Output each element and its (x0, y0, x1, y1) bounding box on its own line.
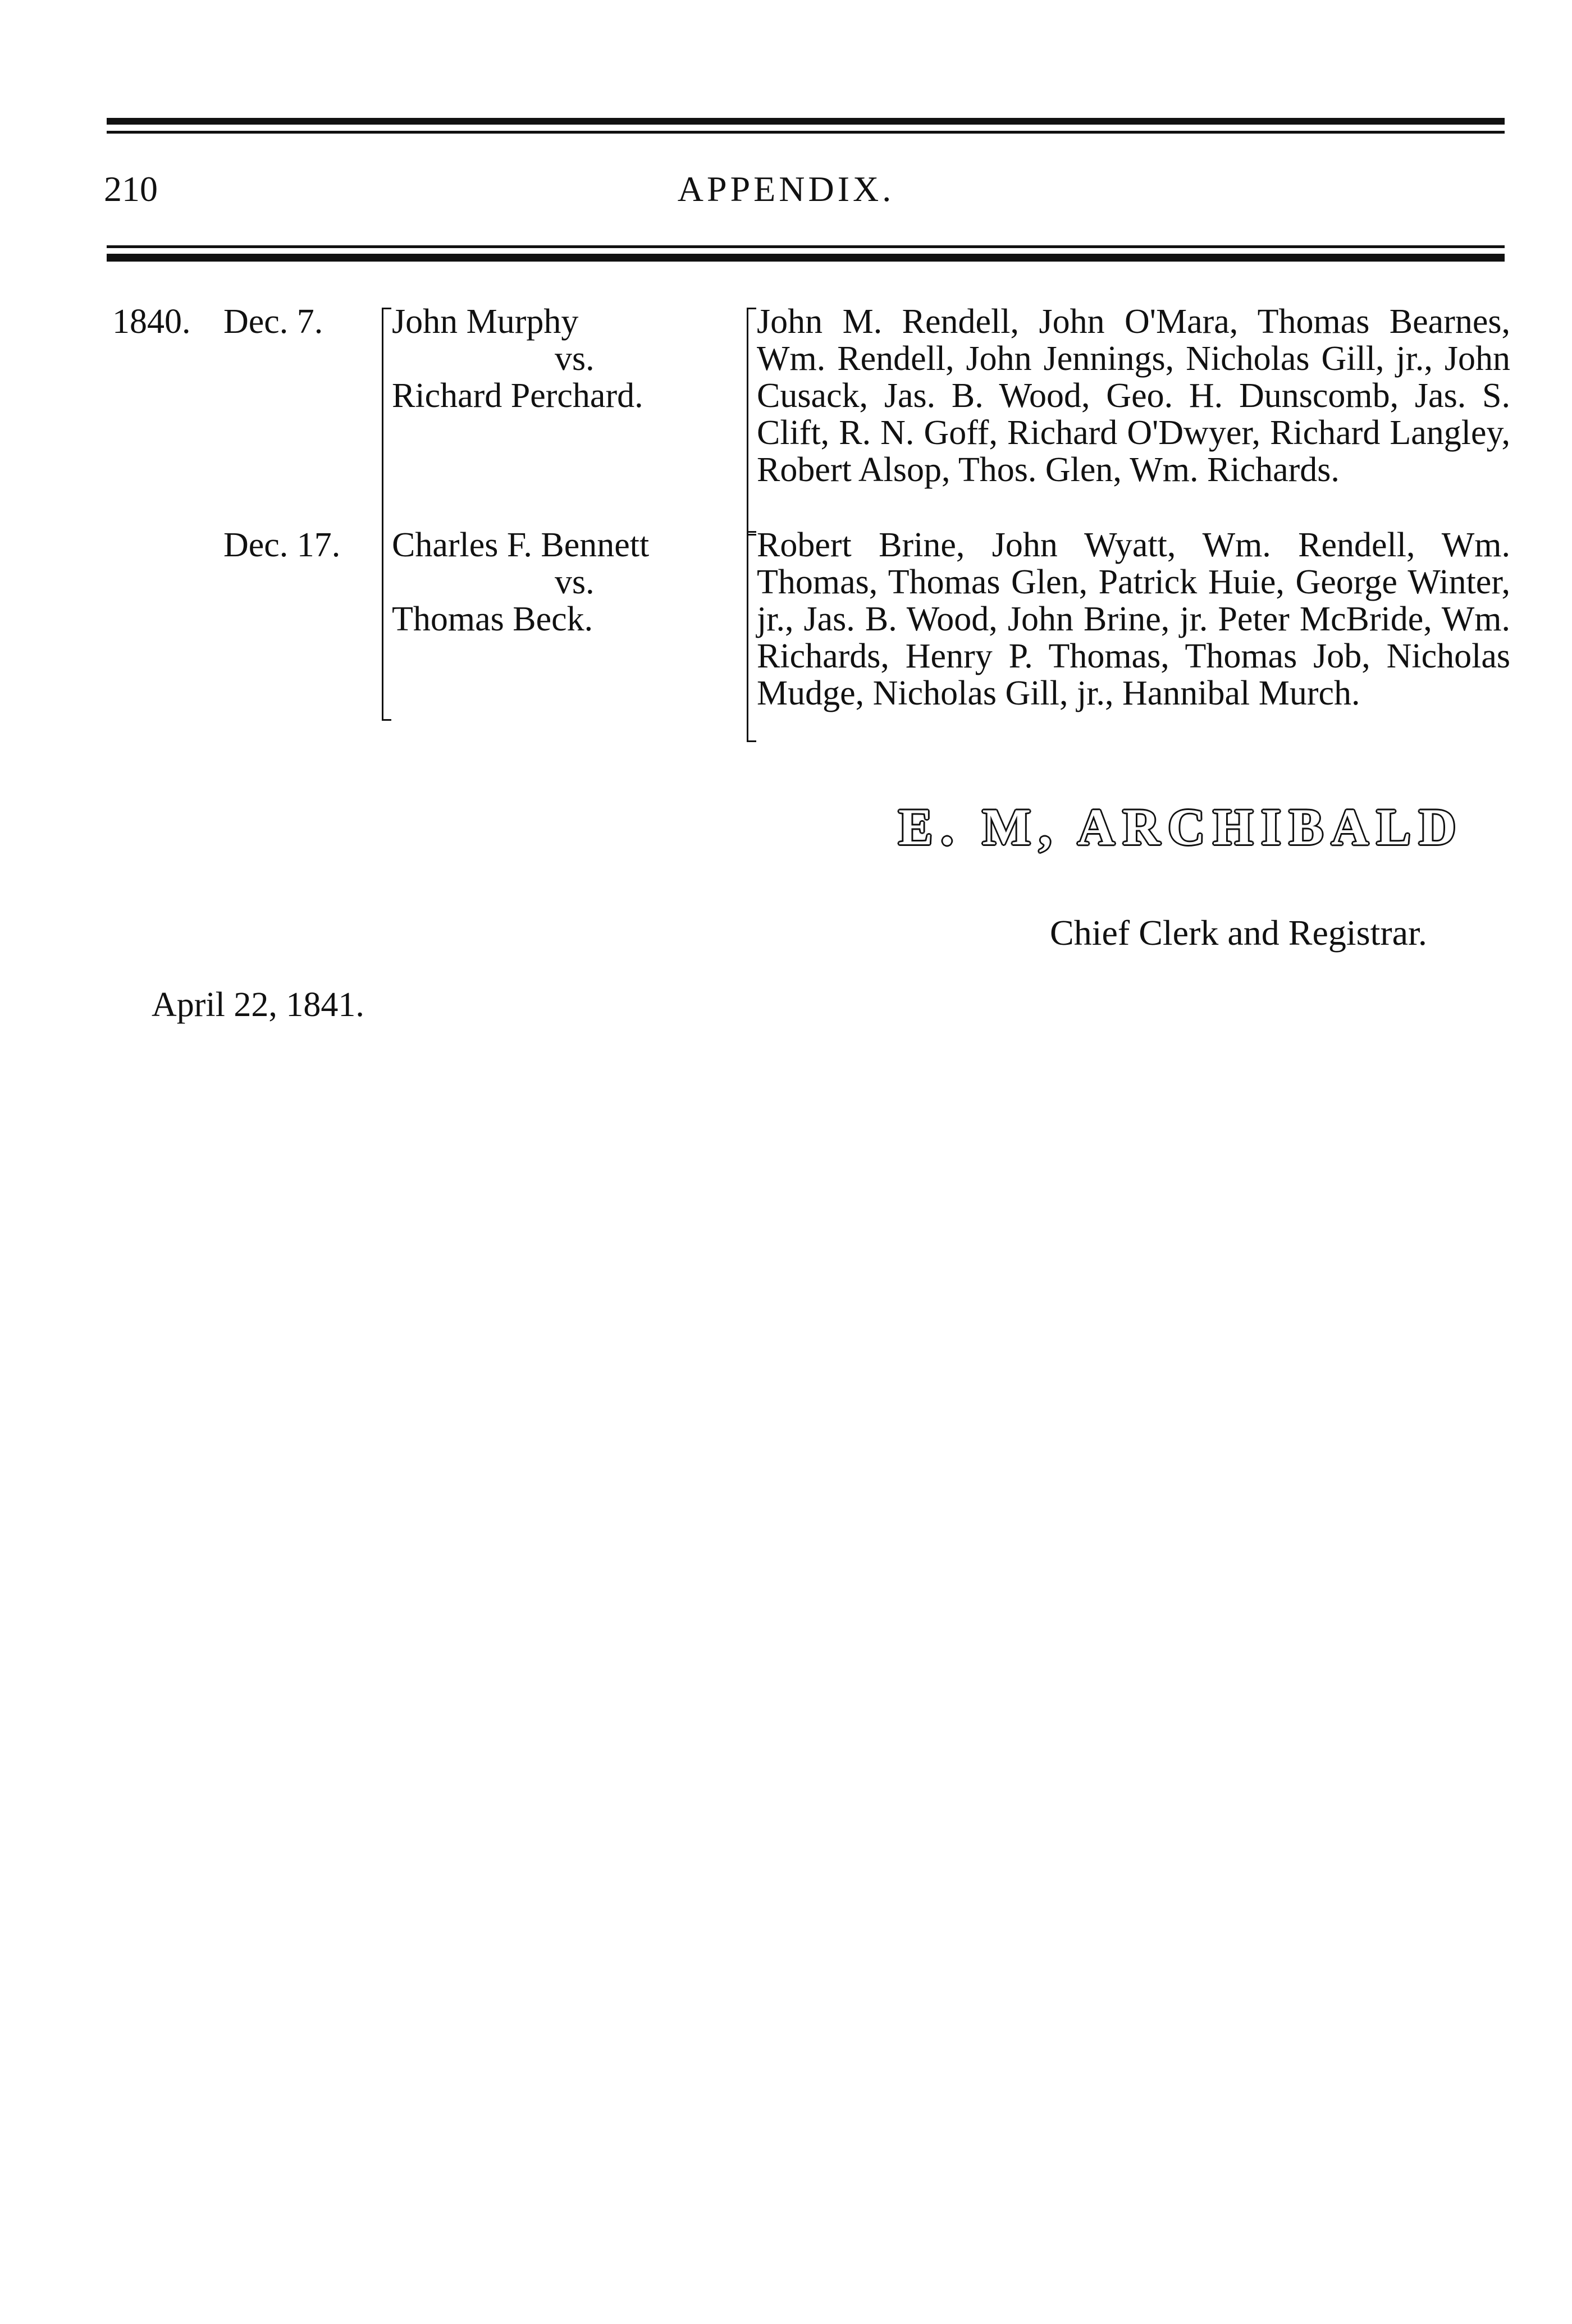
versus: vs. (555, 563, 595, 601)
defendant: Thomas Beck. (392, 600, 593, 638)
header-rule-bottom-thin (107, 245, 1505, 248)
entry-jurors: John M. Rendell, John O'Mara, Thomas Bearnes, Wm. Rendell, John Jennings, Nicholas Gill, jr., John Cusack, Jas. B. Wood, Geo. H. Dunscomb, Jas. S. Clift, R. N. Goff, Richard O'Dwyer, Richard Langley, Robert Alsop, Thos. Glen, Wm. Richards. (757, 303, 1510, 489)
running-head: APPENDIX. (677, 169, 895, 209)
defendant: Richard Perchard. (392, 377, 643, 415)
entry-parties (392, 527, 729, 638)
signature-title: Chief Clerk and Registrar. (1050, 913, 1427, 953)
jurors-bracket (747, 531, 756, 742)
entry-year: 1840. (112, 303, 191, 341)
header-rule-top-thin (107, 131, 1505, 134)
entry-date: Dec. 7. (223, 303, 323, 341)
jurors-bracket (747, 308, 756, 536)
plaintiff: John Murphy (392, 303, 579, 341)
page-number: 210 (104, 169, 158, 209)
entry-jurors: Robert Brine, John Wyatt, Wm. Rendell, Wm. Thomas, Thomas Glen, Patrick Huie, George Winter, jr., Jas. B. Wood, John Brine, jr. Peter McBride, Wm. Richards, Henry P. Thomas, Thomas Job, Nicholas Mudge, Nicholas Gill, jr., Hannibal Murch. (757, 526, 1510, 712)
entry-date: Dec. 17. (223, 526, 341, 564)
versus: vs. (555, 340, 595, 378)
dateline: April 22, 1841. (152, 986, 364, 1024)
plaintiff: Charles F. Bennett (392, 526, 650, 564)
header-rule-bottom (107, 254, 1505, 262)
header-rule-top (107, 118, 1505, 125)
parties-bracket (382, 308, 391, 721)
signature-name: E. M, ARCHIBALD (898, 798, 1464, 856)
entry-parties (392, 303, 729, 414)
